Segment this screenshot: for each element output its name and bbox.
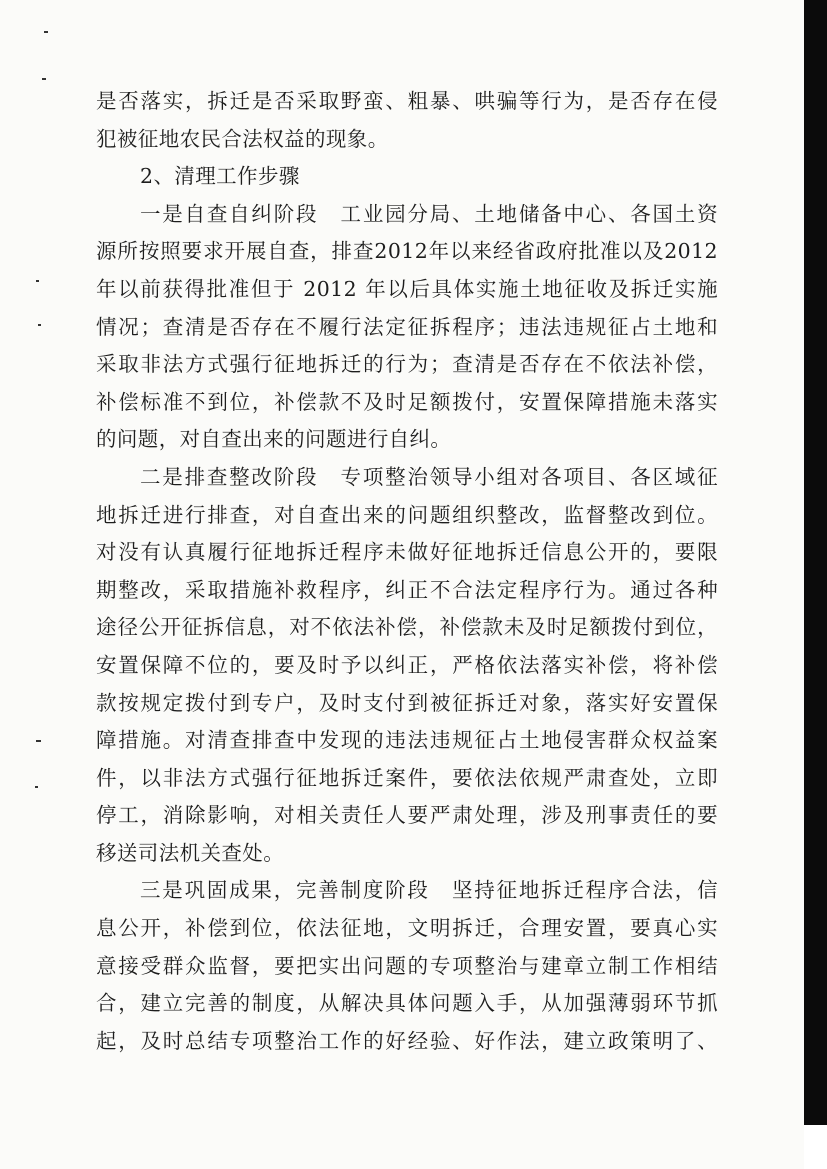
text-line: 2、清理工作步骤 xyxy=(140,164,300,189)
scan-speck xyxy=(44,31,48,33)
text-line: 地拆迁进行排查，对自查出来的问题组织整改，监督整改到位。 xyxy=(96,502,718,527)
scan-edge-shadow xyxy=(804,0,827,1125)
scan-speck xyxy=(35,786,38,788)
text-line: 意接受群众监督，要把实出问题的专项整治与建章立制工作相结 xyxy=(96,953,718,978)
text-line: 情况；查清是否存在不履行法定征拆程序；违法违规征占土地和 xyxy=(96,314,718,339)
text-line: 移送司法机关查处。 xyxy=(96,840,285,865)
text-line: 一是自查自纠阶段 工业园分局、土地储备中心、各国土资 xyxy=(140,201,718,226)
scan-speck xyxy=(36,740,41,742)
scan-speck xyxy=(36,280,39,282)
text-line: 的问题，对自查出来的问题进行自纠。 xyxy=(96,427,452,452)
text-line: 犯被征地农民合法权益的现象。 xyxy=(96,126,389,151)
text-line: 途径公开征拆信息，对不依法补偿，补偿款未及时足额拨付到位， xyxy=(96,615,718,640)
scan-speck xyxy=(42,78,46,80)
document-body xyxy=(96,83,718,1060)
text-line: 二是排查整改阶段 专项整治领导小组对各项目、各区域征 xyxy=(140,464,718,489)
scan-speck xyxy=(38,324,41,326)
text-line: 采取非法方式强行征地拆迁的行为；查清是否存在不依法补偿， xyxy=(96,352,718,377)
text-line: 停工，消除影响，对相关责任人要严肃处理，涉及刑事责任的要 xyxy=(96,803,718,828)
text-line: 件，以非法方式强行征地拆迁案件，要依法依规严肃查处，立即 xyxy=(96,765,718,790)
text-line: 期整改，采取措施补救程序，纠正不合法定程序行为。通过各种 xyxy=(96,577,718,602)
scan-edge-gap xyxy=(804,1125,827,1169)
text-line: 起，及时总结专项整治工作的好经验、好作法，建立政策明了、 xyxy=(96,1028,718,1053)
text-line: 三是巩固成果，完善制度阶段 坚持征地拆迁程序合法，信 xyxy=(140,878,718,903)
text-line: 是否落实，拆迁是否采取野蛮、粗暴、哄骗等行为，是否存在侵 xyxy=(96,89,718,113)
text-line: 息公开，补偿到位，依法征地，文明拆迁，合理安置，要真心实 xyxy=(96,916,718,941)
text-line: 款按规定拨付到专户，及时支付到被征拆迁对象，落实好安置保 xyxy=(96,690,718,715)
text-line: 对没有认真履行征地拆迁程序未做好征地拆迁信息公开的，要限 xyxy=(96,540,718,565)
text-line: 合，建立完善的制度，从解决具体问题入手，从加强薄弱环节抓 xyxy=(96,991,718,1016)
text-line: 安置保障不位的，要及时予以纠正，严格依法落实补偿，将补偿 xyxy=(96,652,718,677)
text-line: 年以前获得批准但于 2012 年以后具体实施土地征收及拆迁实施 xyxy=(96,276,718,301)
text-line: 障措施。对清查排查中发现的违法违规征占土地侵害群众权益案 xyxy=(96,728,718,753)
text-line: 补偿标准不到位，补偿款不及时足额拨付，安置保障措施未落实 xyxy=(96,389,718,414)
text-line: 源所按照要求开展自查，排查2012年以来经省政府批准以及2012 xyxy=(96,239,718,264)
